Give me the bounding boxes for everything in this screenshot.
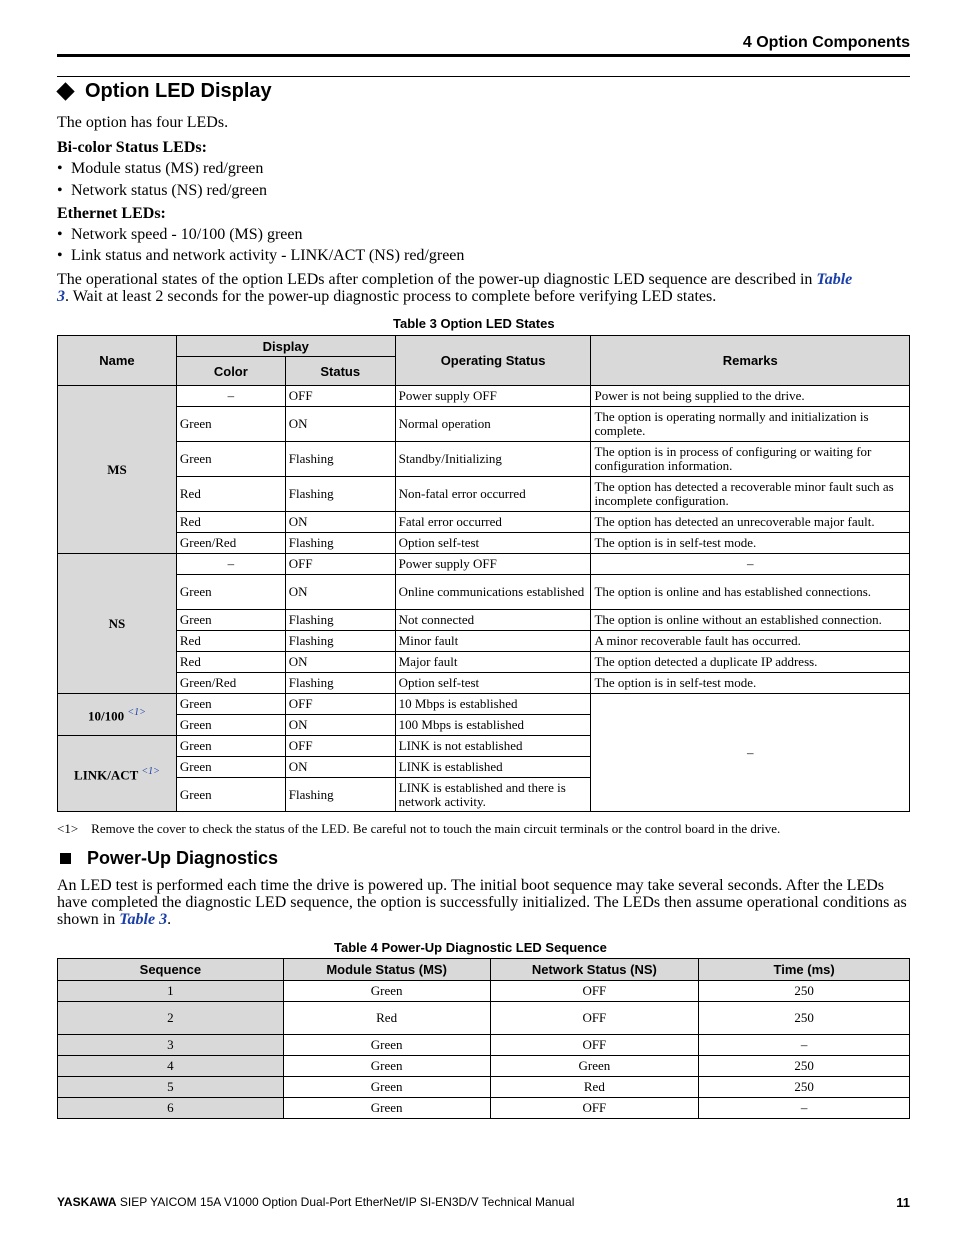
table-row: 2 Red OFF 250 [58,1002,910,1035]
table-row: Green ON Normal operation The option is operating normally and initialization is complete. [58,407,910,442]
header-time: Time (ms) [699,959,910,981]
option-led-states-table [57,335,910,812]
manual-title: SIEP YAICOM 15A V1000 Option Dual-Port EtherNet/IP SI-EN3D/V Technical Manual [116,1195,575,1209]
section-title [57,80,272,103]
table-row: Green Flashing Not connected The option is online without an established connection. [58,610,910,631]
table-row: NS – OFF Power supply OFF – [58,554,910,575]
table-row: Red Flashing Minor fault A minor recoverable fault has occurred. [58,631,910,652]
group-ms: MS [58,386,177,554]
list-item: • Module status (MS) red/green [57,160,264,177]
table-row: Green ON 100 Mbps is established [58,715,910,736]
bicolor-heading: Bi-color Status LEDs: [57,139,207,156]
subsection-title-text: Power-Up Diagnostics [87,848,279,868]
table-row: MS – OFF Power supply OFF Power is not being supplied to the drive. [58,386,910,407]
header-display: Display [176,336,395,357]
power-up-sequence-table [57,958,910,1119]
header-network-status: Network Status (NS) [490,959,699,981]
header-module-status: Module Status (MS) [283,959,490,981]
square-bullet-icon [60,853,71,864]
diamond-bullet-icon [56,82,74,100]
led-description-paragraph: The operational states of the option LEDs after completion of the power-up diagnostic LED sequence are described in Table 3. Wait at least 2 seconds for the power-up diagnostic process to complete before verifying LED states. [57,271,853,305]
table-row: Red Flashing Non-fatal error occurred The option has detected a recoverable minor fault such as incomplete configuration. [58,477,910,512]
group-ns: NS [58,554,177,694]
header-remarks: Remarks [591,336,910,386]
table3-link[interactable]: Table 3 [57,271,853,305]
table3-footnote: <1> Remove the cover to check the status of the LED. Be careful not to touch the main circuit terminals or the control board in the drive. [57,821,781,836]
table-row: 6 Green OFF – [58,1098,910,1119]
table3-caption: Table 3 Option LED States [393,316,555,331]
table-row: Red ON Major fault The option detected a duplicate IP address. [58,652,910,673]
table-row: Green ON LINK is established [58,757,910,778]
table4-caption: Table 4 Power-Up Diagnostic LED Sequence [334,940,607,955]
header-name: Name [58,336,177,386]
table3-link[interactable]: Table 3 [119,911,168,928]
group-linkact: LINK/ACT $^{<1>}$ [58,736,177,812]
header-sequence: Sequence [58,959,284,981]
chapter-header: 4 Option Components [742,34,910,51]
list-item: • Link status and network activity - LINK/ACT (NS) red/green [57,247,465,264]
table-row: LINK/ACT $^{<1>}$ Green OFF LINK is not established [58,736,910,757]
table-row: 1 Green OFF 250 [58,981,910,1002]
table-row: Green Flashing LINK is established and there is network activity. [58,778,910,812]
page-footer [57,1195,574,1209]
header-color: Color [176,357,285,386]
header-status: Status [285,357,395,386]
table-row: 5 Green Red 250 [58,1077,910,1098]
table-row: Green ON Online communications established The option is online and has established connections. [58,575,910,610]
page-number: 11 [896,1195,910,1210]
table-row: 10/100 $^{<1>}$ Green OFF 10 Mbps is established – [58,694,910,715]
footnote-ref-link[interactable]: <1> [127,706,146,718]
table-row: Green/Red Flashing Option self-test The option is in self-test mode. [58,673,910,694]
list-item: • Network speed - 10/100 (MS) green [57,226,303,243]
table-row: Red ON Fatal error occurred The option has detected an unrecoverable major fault. [58,512,910,533]
header-operating-status: Operating Status [395,336,591,386]
footnote-ref-link[interactable]: <1> [141,765,160,777]
power-up-paragraph: An LED test is performed each time the drive is powered up. The initial boot sequence may take several seconds. After the LEDs have completed the diagnostic LED sequence, the option is successfully initialized. The LEDs then assume operational conditions as shown in Table 3. [57,877,907,928]
list-item: • Network status (NS) red/green [57,182,267,199]
ethernet-heading: Ethernet LEDs: [57,205,166,222]
brand-name: YASKAWA [57,1195,117,1209]
section-title-text: Option LED Display [85,80,272,102]
section-rule [57,76,910,77]
table-row: Green Flashing Standby/Initializing The option is in process of configuring or waiting for configuration information. [58,442,910,477]
header-rule [57,54,910,57]
group-speed: 10/100 $^{<1>}$ [58,694,177,736]
table-row: 4 Green Green 250 [58,1056,910,1077]
subsection-title [57,848,278,869]
intro-text: The option has four LEDs. [57,114,229,131]
table-row: 3 Green OFF – [58,1035,910,1056]
table-row: Green/Red Flashing Option self-test The option is in self-test mode. [58,533,910,554]
merged-remarks: – [591,694,910,812]
